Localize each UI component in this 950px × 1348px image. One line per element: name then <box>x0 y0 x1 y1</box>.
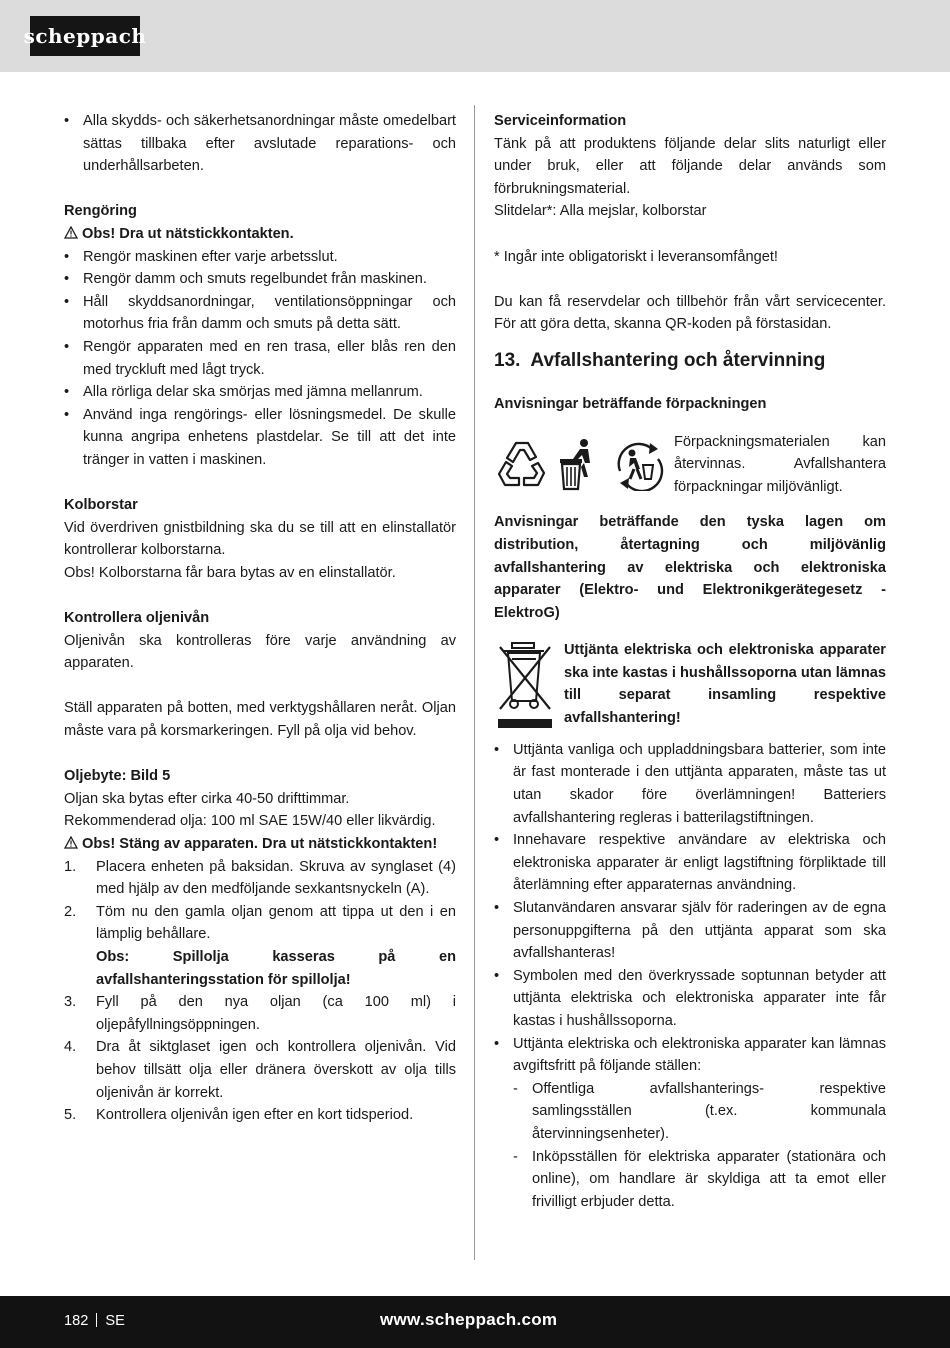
packaging-title: Anvisningar beträffande förpackningen <box>494 395 767 412</box>
list-item: 1. Placera enheten på baksidan. Skruva av synglaset (4) med hjälp av den medföljande sexkantsnyckeln (A). <box>64 858 456 898</box>
oil-change-title: Oljebyte: Bild 5 <box>64 768 171 785</box>
cleaning-bullets <box>64 246 456 472</box>
spare-parts-text: Du kan få reservdelar och tillbehör från vårt servicecenter. För att göra detta, skanna QR-koden på förstasidan. <box>494 293 886 333</box>
list-item: • Alla skydds- och säkerhetsanordningar måste omedelbart sättas tillbaka efter avslutade reparations- och underhållsarbeten. <box>64 110 456 178</box>
list-item: • Innehavare respektive användare av elektriska och elektroniska apparater är enligt lagstiftning förpliktade till återlämning efter apparaternas användning. <box>494 829 886 897</box>
list-item: • Uttjänta elektriska och elektroniska apparater kan lämnas avgiftsfritt på följande ställen: - Offentliga avfallshanterings- respektive samlingsställen (t.ex. kommunala återvinningsenheter). - Inköpsställen för elektriska apparater (stationära och online), om handlare är skyldiga att ta emot eller frivilligt erbjuder detta. <box>494 1033 886 1214</box>
brushes-title: Kolborstar <box>64 497 138 514</box>
weee-title: Anvisningar beträffande den tyska lagen om distribution, återtagning och miljövänlig avfallshantering av elektriska och elektroniska apparater (Elektro- und Elektronikgerätegesetz - ElektroG) <box>494 514 886 621</box>
language-code: SE <box>105 1313 125 1329</box>
recycle-icon <box>494 437 550 491</box>
packaging-text: Förpackningsmaterialen kan återvinnas. Avfallshantera förpackningar miljövänligt. <box>674 433 886 495</box>
weee-icon-text: Uttjänta elektriska och elektroniska apparater ska inte kastas i hushållssoporna utan lämnas till separat insamling respektive avfallshantering! <box>564 642 886 727</box>
oil-change-interval: Oljan ska bytas efter cirka 40-50 drifttimmar. <box>64 790 350 807</box>
oil-check-text: Oljenivån ska kontrolleras före varje användning av apparaten. <box>64 632 456 672</box>
weee-bullets <box>494 739 886 1213</box>
list-item: • Rengör damm och smuts regelbundet från maskinen. <box>64 268 456 291</box>
crossed-bin-icon <box>494 639 564 739</box>
packaging-block <box>494 431 886 499</box>
service-title: Serviceinformation <box>494 113 627 129</box>
delivery-note: * Ingår inte obligatoriskt i leveransomfånget! <box>494 248 778 265</box>
footer <box>0 1296 950 1348</box>
list-item: 2. Töm nu den gamla oljan genom att tippa ut den i en lämplig behållare. Obs: Spillolja kasseras på en avfallshanteringsstation för spillolja! <box>64 901 456 991</box>
oil-check-title: Kontrollera oljenivån <box>64 610 210 627</box>
oil-change-warning: Obs! Stäng av apparaten. Dra ut nätstickkontakten! <box>64 833 456 856</box>
list-item: 3. Fyll på den nya oljan (ca 100 ml) i oljepåfyllningsöppningen. <box>64 994 456 1033</box>
oil-check-instructions: Ställ apparaten på botten, med verktygshållaren neråt. Oljan måste vara på korsmarkeringen. Fyll på olja vid behov. <box>64 700 456 740</box>
list-item: • Rengör maskinen efter varje arbetsslut. <box>64 246 456 269</box>
website-url[interactable]: www.scheppach.com <box>380 1310 558 1329</box>
weee-sub-bullets <box>513 1078 886 1214</box>
oil-change-steps <box>64 856 456 1127</box>
trash-bin-icon <box>558 437 602 491</box>
list-item: - Inköpsställen för elektriska apparater (stationära och online), om handlare är skyldiga att ta emot eller frivilligt erbjuder detta. <box>513 1146 886 1214</box>
list-item: • Håll skyddsanordningar, ventilationsöppningar och motorhus fria från damm och smuts på detta sätt. <box>64 291 456 336</box>
cleaning-warning: Obs! Dra ut nätstickkontakten. <box>64 223 456 246</box>
warning-icon <box>64 836 78 849</box>
cleaning-title: Rengöring <box>64 203 137 220</box>
list-item: • Rengör apparaten med en ren trasa, eller blås ren den med tryckluft med lågt tryck. <box>64 336 456 381</box>
list-item: • Symbolen med den överkryssade soptunnan betyder att uttjänta elektriska och elektroniska apparater inte får kastas i hushållssoporna. <box>494 965 886 1033</box>
oil-recommendation: Rekommenderad olja: 100 ml SAE 15W/40 eller likvärdig. <box>64 813 436 830</box>
footer-separator <box>96 1313 97 1327</box>
right-column <box>494 110 886 1213</box>
list-item: • Använd inga rengörings- eller lösningsmedel. De skulle kunna angripa enhetens plastdelar. Se till att det inte tränger in vatten i maskinen. <box>64 404 456 472</box>
weee-block <box>494 639 886 739</box>
packaging-icons <box>494 431 674 495</box>
step-note: Obs: Spillolja kasseras på en avfallshanteringsstation för spillolja! <box>96 948 456 988</box>
left-column <box>64 110 456 1127</box>
service-text: Tänk på att produktens följande delar slits naturligt eller under bruk, eller att följande delar används som förbrukningsmaterial. <box>494 135 886 197</box>
list-item: • Uttjänta vanliga och uppladdningsbara batterier, som inte är fast monterade i den uttjänta apparaten, måste tas ut utan skador före överlämningen! Batteriers avfallshantering regleras i batterilagstiftningen. <box>494 739 886 829</box>
list-item: • Alla rörliga delar ska smörjas med jämna mellanrum. <box>64 381 456 404</box>
column-divider <box>474 105 475 1260</box>
wear-parts: Slitdelar*: Alla mejslar, kolborstar <box>494 203 707 220</box>
tidyman-recycle-icon <box>610 437 668 491</box>
warning-icon <box>64 226 78 239</box>
list-item: • Slutanvändaren ansvarar själv för raderingen av de egna personuppgifterna på den uttjänta apparat som ska avfallshanteras! <box>494 897 886 965</box>
list-item: 4. Dra åt siktglaset igen och kontrollera oljenivån. Vid behov tillsätt olja eller dränera överskott av olja tills oljenivån är korrekt. <box>64 1039 456 1101</box>
section-heading: 13. Avfallshantering och återvinning <box>494 349 826 371</box>
scheppach-logo: scheppach <box>30 16 140 56</box>
brushes-note: Obs! Kolborstarna får bara bytas av en elinstallatör. <box>64 564 396 581</box>
list-item: - Offentliga avfallshanterings- respektive samlingsställen (t.ex. kommunala återvinningsenheter). <box>513 1078 886 1146</box>
list-item: 5. Kontrollera oljenivån igen efter en kort tidsperiod. <box>64 1107 414 1124</box>
brushes-text: Vid överdriven gnistbildning ska du se till att en elinstallatör kontrollerar kolborstarna. <box>64 519 456 559</box>
page-number: 182 SE <box>64 1313 125 1329</box>
intro-bullets <box>64 110 456 178</box>
